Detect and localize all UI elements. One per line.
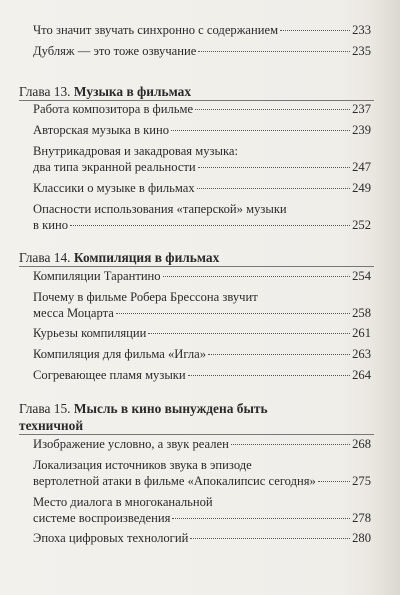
page-edge-shadow (372, 0, 400, 595)
toc-entry-title-line: Место диалога в многоканальной (33, 495, 213, 509)
leader-dots (163, 276, 351, 277)
toc-entry-page: 233 (352, 23, 371, 37)
chapter-title: Мысль в кино вынуждена быть (73, 401, 268, 416)
toc-entry (33, 43, 371, 59)
toc-entry-page: 280 (352, 531, 371, 545)
toc-entry-title-line: в кино (33, 218, 68, 232)
toc-entry-title-line: два типа экранной реальности (33, 160, 196, 174)
leader-dots (197, 188, 350, 189)
toc-entry-page: 235 (352, 44, 371, 58)
toc-entry (33, 180, 371, 196)
toc-entry-title: Дубляж — это тоже озвучание (33, 44, 197, 58)
leader-dots (280, 30, 350, 31)
toc-entry (33, 494, 371, 526)
toc-entry (33, 436, 371, 452)
toc-entry-title: Эпоха цифровых технологий (33, 531, 189, 545)
leader-dots (70, 225, 350, 226)
toc-entry-title-line: вертолетной атаки в фильме «Апокалипсис сегодня» (33, 474, 316, 488)
toc-entry-title: Курьезы компиляции (33, 326, 147, 340)
toc-entry-title-line: Локализация источников звука в эпизоде (33, 458, 252, 472)
toc-entry-title: Что значит звучать синхронно с содержанием (33, 23, 279, 37)
toc-entry-title-line: Опасности использования «таперской» музыки (33, 202, 287, 216)
chapter-title: Компиляция в фильмах (73, 250, 220, 265)
leader-dots (318, 481, 350, 482)
chapter-heading (19, 83, 374, 100)
leader-dots (188, 375, 350, 376)
chapter-number: Глава 15. (19, 401, 71, 416)
toc-entry-title-line: Почему в фильме Робера Брессона звучит (33, 290, 258, 304)
leader-dots (198, 167, 350, 168)
chapter-rule (19, 266, 374, 267)
toc-entry-page: 263 (352, 347, 371, 361)
chapter-heading (19, 400, 374, 434)
toc-entry-title: Авторская музыка в кино (33, 123, 170, 137)
toc-entry-page: 268 (352, 437, 371, 451)
chapter-title: Музыка в фильмах (73, 84, 192, 99)
toc-entry (33, 530, 371, 546)
toc-entry-title: Классики о музыке в фильмах (33, 181, 195, 195)
leader-dots (116, 313, 350, 314)
leader-dots (148, 333, 350, 334)
toc-entry-page: 264 (352, 368, 371, 382)
toc-entry-page: 237 (352, 102, 371, 116)
toc-entry-title-line: месса Моцарта (33, 306, 114, 320)
chapter-heading (19, 249, 374, 266)
toc-entry-page: 258 (352, 306, 371, 320)
leader-dots (172, 518, 350, 519)
toc-entry (33, 367, 371, 383)
chapter-rule (19, 434, 374, 435)
toc-entry-page: 249 (352, 181, 371, 195)
chapter-number: Глава 14. (19, 250, 71, 265)
toc-entry (33, 346, 371, 362)
leader-dots (198, 51, 350, 52)
toc-entry (33, 268, 371, 284)
toc-entry-title: Согревающее пламя музыки (33, 368, 186, 382)
toc-entry-page: 261 (352, 326, 371, 340)
toc-entry-page: 239 (352, 123, 371, 137)
toc-entry (33, 289, 371, 321)
leader-dots (190, 538, 350, 539)
toc-entry-title-line: Внутрикадровая и закадровая музыка: (33, 144, 238, 158)
leader-dots (195, 109, 350, 110)
toc-entry-page: 247 (352, 160, 371, 174)
toc-entry (33, 457, 371, 489)
chapter-title-continued: техничной (19, 418, 84, 433)
toc-entry-title: Изображение условно, а звук реален (33, 437, 229, 451)
toc-entry (33, 201, 371, 233)
toc-entry (33, 101, 371, 117)
toc-entry (33, 325, 371, 341)
toc-entry-title: Компиляции Тарантино (33, 269, 161, 283)
toc-entry (33, 122, 371, 138)
toc-entry-page: 275 (352, 474, 371, 488)
chapter-number: Глава 13. (19, 84, 71, 99)
toc-entry-title: Компиляция для фильма «Игла» (33, 347, 207, 361)
leader-dots (208, 354, 350, 355)
toc-entry-title-line: системе воспроизведения (33, 511, 171, 525)
leader-dots (231, 444, 350, 445)
toc-entry (33, 22, 371, 38)
toc-entry-page: 254 (352, 269, 371, 283)
toc-entry-page: 252 (352, 218, 371, 232)
toc-entry-title: Работа композитора в фильме (33, 102, 194, 116)
leader-dots (171, 130, 350, 131)
toc-entry (33, 143, 371, 175)
toc-entry-page: 278 (352, 511, 371, 525)
